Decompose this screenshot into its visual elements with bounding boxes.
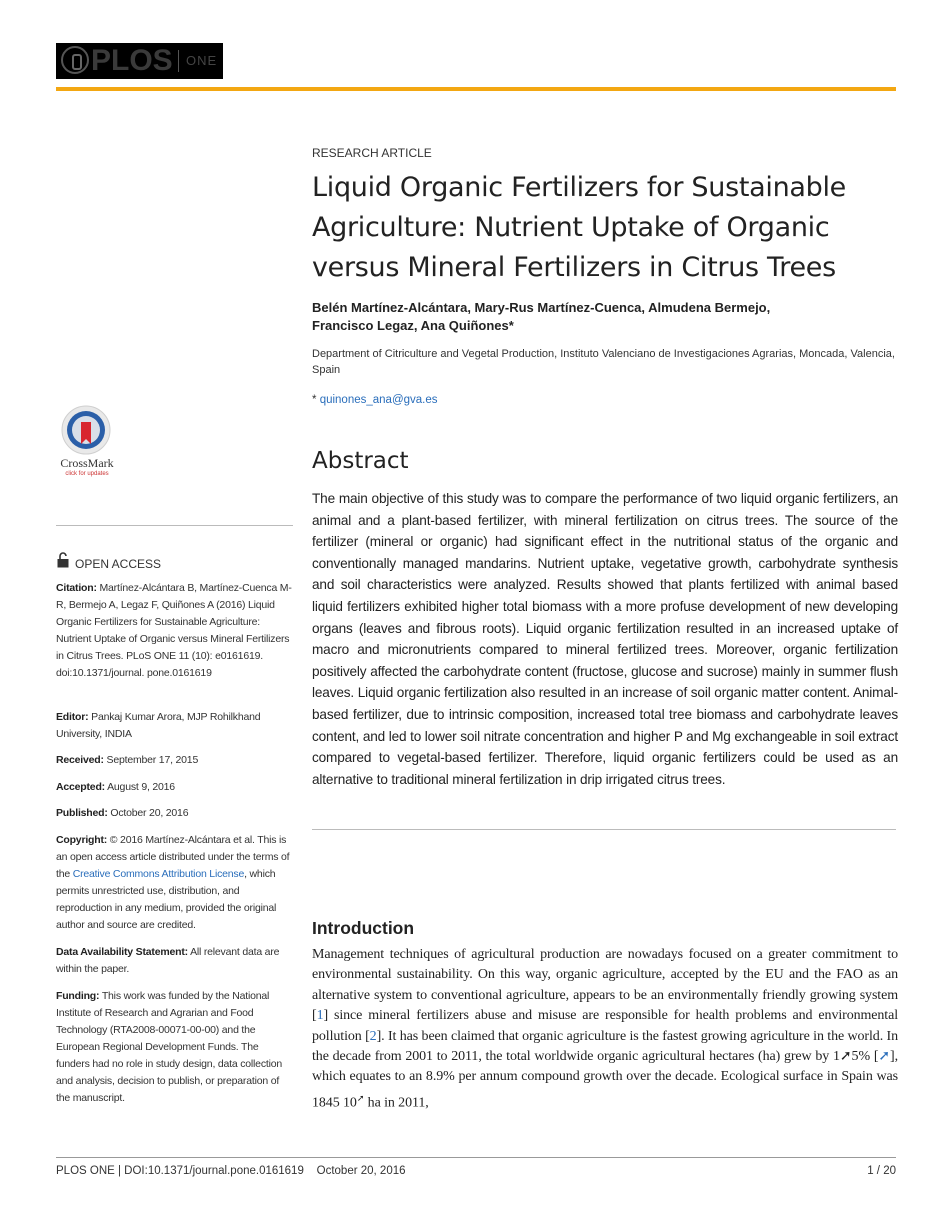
copyright-text: © 2016 Martínez-Alcántara et al. This is an open access article distributed under the terms of the	[56, 834, 290, 880]
authors-line-1: Belén Martínez-Alcántara, Mary-Rus Martínez-Cuenca, Almudena Bermejo,	[312, 300, 771, 315]
intro-text-5: ], which equates to an 8.9% per annum compound growth over the decade. Ecological surface in Spain was 1845 10	[312, 1049, 898, 1111]
intro-text-3: ]. It has been claimed that organic agriculture is the fastest growing agriculture in the world. In the decade from 2001 to 2011, the total worldwide organic agricultural hectares (ha) grew by 1	[312, 1028, 898, 1065]
citation-label: Citation:	[56, 582, 97, 594]
intro-text-6: ha in 2011,	[364, 1095, 429, 1111]
copyright-block	[56, 832, 293, 934]
author-list	[312, 299, 896, 335]
license-link[interactable]: Creative Commons Attribution License	[72, 868, 245, 880]
page-number: 1 / 20	[867, 1165, 896, 1177]
intro-text-2: ] since mineral fertilizers abuse and misuse are responsible for health problems and environmental pollution [	[312, 1008, 898, 1044]
intro-text-4: 5% [	[851, 1049, 879, 1065]
corresponding-author	[312, 394, 438, 406]
abstract-heading: Abstract	[312, 448, 409, 474]
accepted-date: August 9, 2016	[107, 781, 175, 793]
data-availability-block	[56, 944, 293, 978]
introduction-paragraph	[312, 945, 898, 1114]
article-title: Liquid Organic Fertilizers for Sustainable Agriculture: Nutrient Uptake of Organic versus Mineral Fertilizers in Citrus Trees	[312, 172, 846, 283]
received-date: September 17, 2015	[106, 754, 199, 766]
footer-date: October 20, 2016	[316, 1165, 406, 1177]
plos-logo-icon	[61, 46, 89, 74]
funding-text: This work was funded by the National Institute of Research and Agrarian and Food Technology (RTA2008-00071-00-00) and the European Regional Development Funds. The funders had no role in study design, data collection and analysis, decision to publish, or preparation of the manuscript.	[56, 990, 283, 1104]
logo-text: PLOS	[91, 44, 173, 77]
data-availability-text: All relevant data are within the paper.	[56, 946, 280, 975]
published-label: Published:	[56, 807, 108, 819]
accepted-label: Accepted:	[56, 781, 105, 793]
sidebar-rule	[56, 525, 293, 526]
open-access-lock-icon	[57, 552, 69, 568]
logo-subtext: ONE	[186, 53, 218, 68]
editor-text: Pankaj Kumar Arora, MJP Rohilkhand University, INDIA	[56, 711, 261, 740]
superscript-glyph: ➚	[356, 1092, 365, 1103]
crossmark-icon[interactable]	[60, 404, 112, 458]
reference-link-3[interactable]: ➚	[878, 1049, 891, 1065]
affiliation: Department of Citriculture and Vegetal Production, Instituto Valenciano de Investigaciones Agrarias, Moncada, Valencia, Spain	[312, 348, 895, 376]
authors-line-2: Francisco Legaz, Ana Quiñones*	[312, 318, 514, 333]
introduction-heading: Introduction	[312, 918, 415, 938]
reference-link-1[interactable]: 1	[316, 1008, 324, 1024]
published-date: October 20, 2016	[110, 807, 189, 819]
reference-link-2[interactable]: 2	[369, 1028, 377, 1044]
footer-rule	[56, 1157, 896, 1158]
header-rule	[56, 87, 896, 91]
copyright-label: Copyright:	[56, 834, 108, 846]
crossmark-label[interactable]: CrossMark	[60, 456, 114, 470]
open-access-label: OPEN ACCESS	[75, 557, 162, 571]
email-link[interactable]: quinones_ana@gva.es	[319, 394, 438, 406]
received-block	[56, 752, 293, 769]
article-type: RESEARCH ARTICLE	[312, 146, 432, 160]
citation-text: Martínez-Alcántara B, Martínez-Cuenca M-R, Bermejo A, Legaz F, Quiñones A (2016) Liquid Organic Fertilizers for Sustainable Agriculture: Nutrient Uptake of Organic versus Mineral Fertilizers in Citrus Trees. PLoS ONE 11 (10): e0161619. doi:10.1371/journal. pone.0161619	[56, 582, 292, 679]
citation-block	[56, 580, 293, 682]
data-availability-label: Data Availability Statement:	[56, 946, 188, 958]
funding-label: Funding:	[56, 990, 100, 1002]
abstract-rule	[312, 829, 896, 830]
intro-text-1: Management techniques of agricultural production are nowadays focused on a greater commitment to environmental sustainability. On this way, organic agriculture, accepted by the EU and the FAO as an alternative system to conventional agriculture, appears to be an environmentally friendly growing system [	[312, 947, 898, 1024]
crossmark-sublabel[interactable]: click for updates	[65, 471, 109, 477]
logo-divider	[178, 50, 179, 72]
garbled-glyph: ➚	[839, 1049, 852, 1065]
received-label: Received:	[56, 754, 104, 766]
footer-citation	[56, 1165, 406, 1177]
abstract-text: The main objective of this study was to compare the performance of two liquid organic fertilizers, an animal and a plant-based fertilizer, with mineral fertilization on citrus trees. The source of the fertilizer (mineral or organic) had significant effect in the nutritional status of the organic and conventionally managed mandarins. Nutrient uptake, vegetative growth, carbohydrate synthesis and soil characteristics were analyzed. Results showed that plants fertilized with animal based liquid fertilizers exhibited higher total biomass with a more profuse development of new developing organs (leaves and fibrous roots). Liquid organic fertilization resulted in an increased uptake of macro and micronutrients compared to mineral fertilized trees. Moreover, organic fertilization positively affected the carbohydrate content (fructose, glucose and sucrose) mainly in summer flush leaves. Liquid organic fertilization also resulted in an increase of soil organic matter content. Animal-based fertilizer, due to intrinsic composition, increased total tree biomass and carbohydrate leaves content, and led to lower soil nitrate concentration and higher P and Mg exchangeable in soil extract compared to vegetal-based fertilizer. Therefore, liquid organic fertilizers could be used as an alternative to traditional mineral fertilization in drip irrigated citrus trees.	[312, 491, 898, 787]
editor-block	[56, 709, 293, 743]
accepted-block	[56, 779, 293, 796]
funding-block	[56, 988, 293, 1107]
copyright-text-end: , which permits unrestricted use, distribution, and reproduction in any medium, provided the original author and source are credited.	[56, 868, 277, 931]
published-block	[56, 805, 293, 822]
editor-label: Editor:	[56, 711, 89, 723]
footer-doi: PLOS ONE | DOI:10.1371/journal.pone.0161619	[56, 1165, 304, 1177]
corresp-marker: *	[312, 394, 317, 406]
